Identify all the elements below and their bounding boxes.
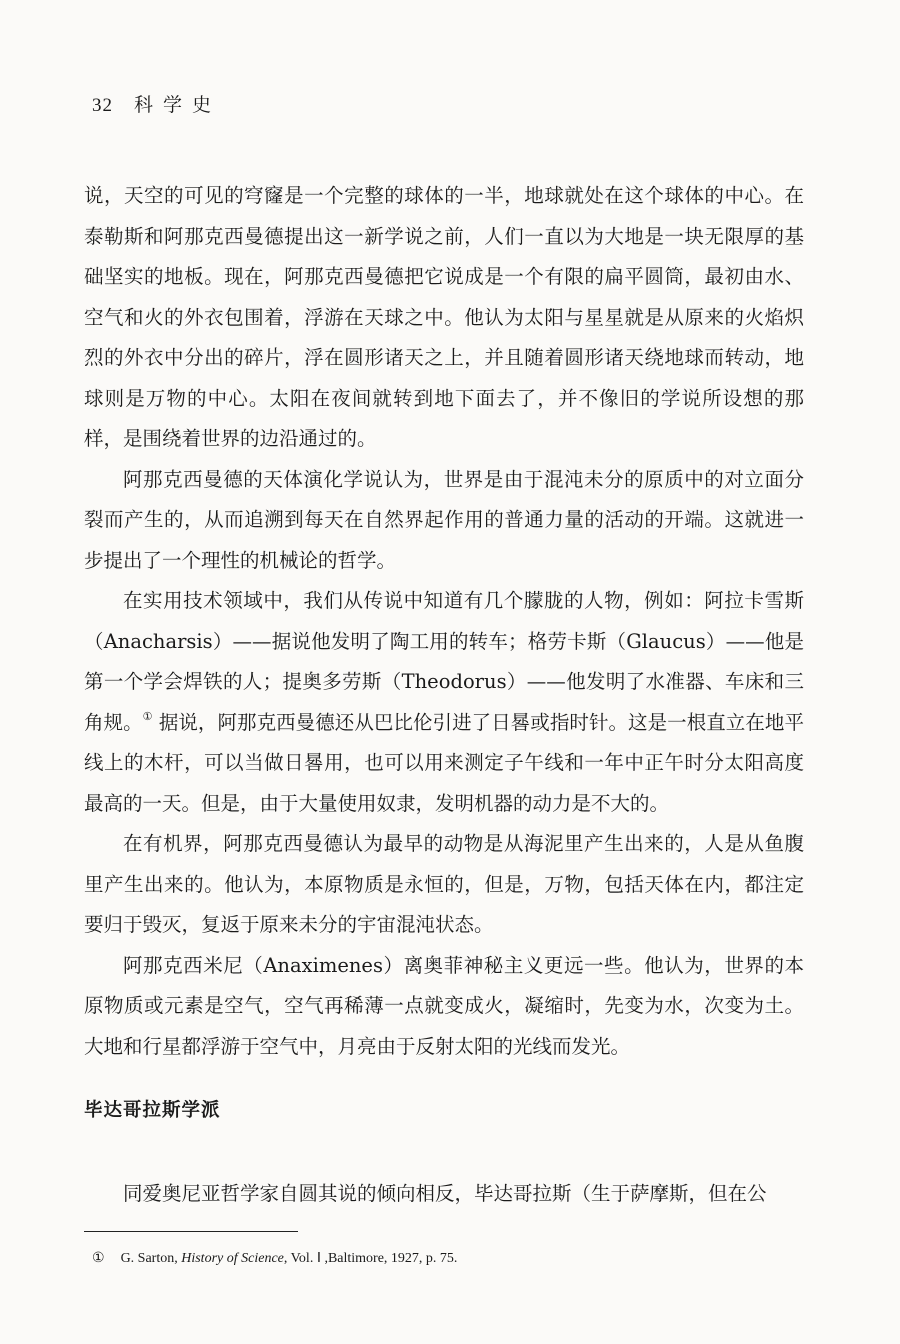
paragraph-3 [84, 581, 804, 824]
book-title: 科学史 [134, 94, 222, 116]
paragraph-5: 阿那克西米尼（Anaximenes）离奥菲神秘主义更远一些。他认为，世界的本原物质或元素是空气，空气再稀薄一点就变成火，凝缩时，先变为水，次变为土。大地和行星都浮游于空气中，月亮由于反射太阳的光线而发光。 [84, 953, 804, 1058]
footnote-reference: ① [142, 709, 153, 723]
paragraph-1: 说，天空的可见的穹窿是一个完整的球体的一半，地球就处在这个球体的中心。在泰勒斯和阿那克西曼德提出这一新学说之前，人们一直以为大地是一块无限厚的基础坚实的地板。现在，阿那克西曼德把它说成是一个有限的扁平圆筒，最初由水、空气和火的外衣包围着，浮游在天球之中。他认为太阳与星星就是从原来的火焰炽烈的外衣中分出的碎片，浮在圆形诸天之上，并且随着圆形诸天绕地球而转动，地球则是万物的中心。太阳在夜间就转到地下面去了，并不像旧的学说所设想的那样，是围绕着世界的边沿通过的。 [84, 184, 804, 450]
body-text [84, 176, 804, 1067]
footnote-details: , Vol. Ⅰ ,Baltimore, 1927, p. 75. [283, 1251, 458, 1266]
running-header [92, 90, 221, 117]
paragraph-4: 在有机界，阿那克西曼德认为最早的动物是从海泥里产生出来的，人是从鱼腹里产生出来的。他认为，本原物质是永恒的，但是，万物，包括天体在内，都注定要归于毁灭，复返于原来未分的宇宙混沌状态。 [84, 832, 804, 936]
footnote-mark: ① [92, 1251, 105, 1266]
continuation-paragraph: 同爱奥尼亚哲学家自圆其说的倾向相反，毕达哥拉斯（生于萨摩斯，但在公 [123, 1182, 767, 1205]
paragraph-3-text: 在实用技术领域中，我们从传说中知道有几个朦胧的人物，例如：阿拉卡雪斯（Anacharsis）——据说他发明了陶工用的转车；格劳卡斯（Glaucus）——他是第一个学会焊铁的人；提奥多劳斯（Theodorus）——他发明了水准器、车床和三角规。 [84, 589, 804, 734]
footnote-title: History of Science [181, 1251, 284, 1266]
footnote [92, 1250, 457, 1267]
footnote-rule [84, 1231, 298, 1232]
paragraph-2: 阿那克西曼德的天体演化学说认为，世界是由于混沌未分的原质中的对立面分裂而产生的，从而追溯到每天在自然界起作用的普通力量的活动的开端。这就进一步提出了一个理性的机械论的哲学。 [84, 467, 804, 572]
section-heading: 毕达哥拉斯学派 [84, 1100, 221, 1121]
paragraph-3-continued: 据说，阿那克西曼德还从巴比伦引进了日晷或指时针。这是一根直立在地平线上的木杆，可以当做日晷用，也可以用来测定子午线和一年中正午时分太阳高度最高的一天。但是，由于大量使用奴隶，发明机器的动力是不大的。 [84, 710, 804, 815]
footnote-author: G. Sarton, [120, 1251, 178, 1266]
page-number: 32 [92, 95, 113, 116]
